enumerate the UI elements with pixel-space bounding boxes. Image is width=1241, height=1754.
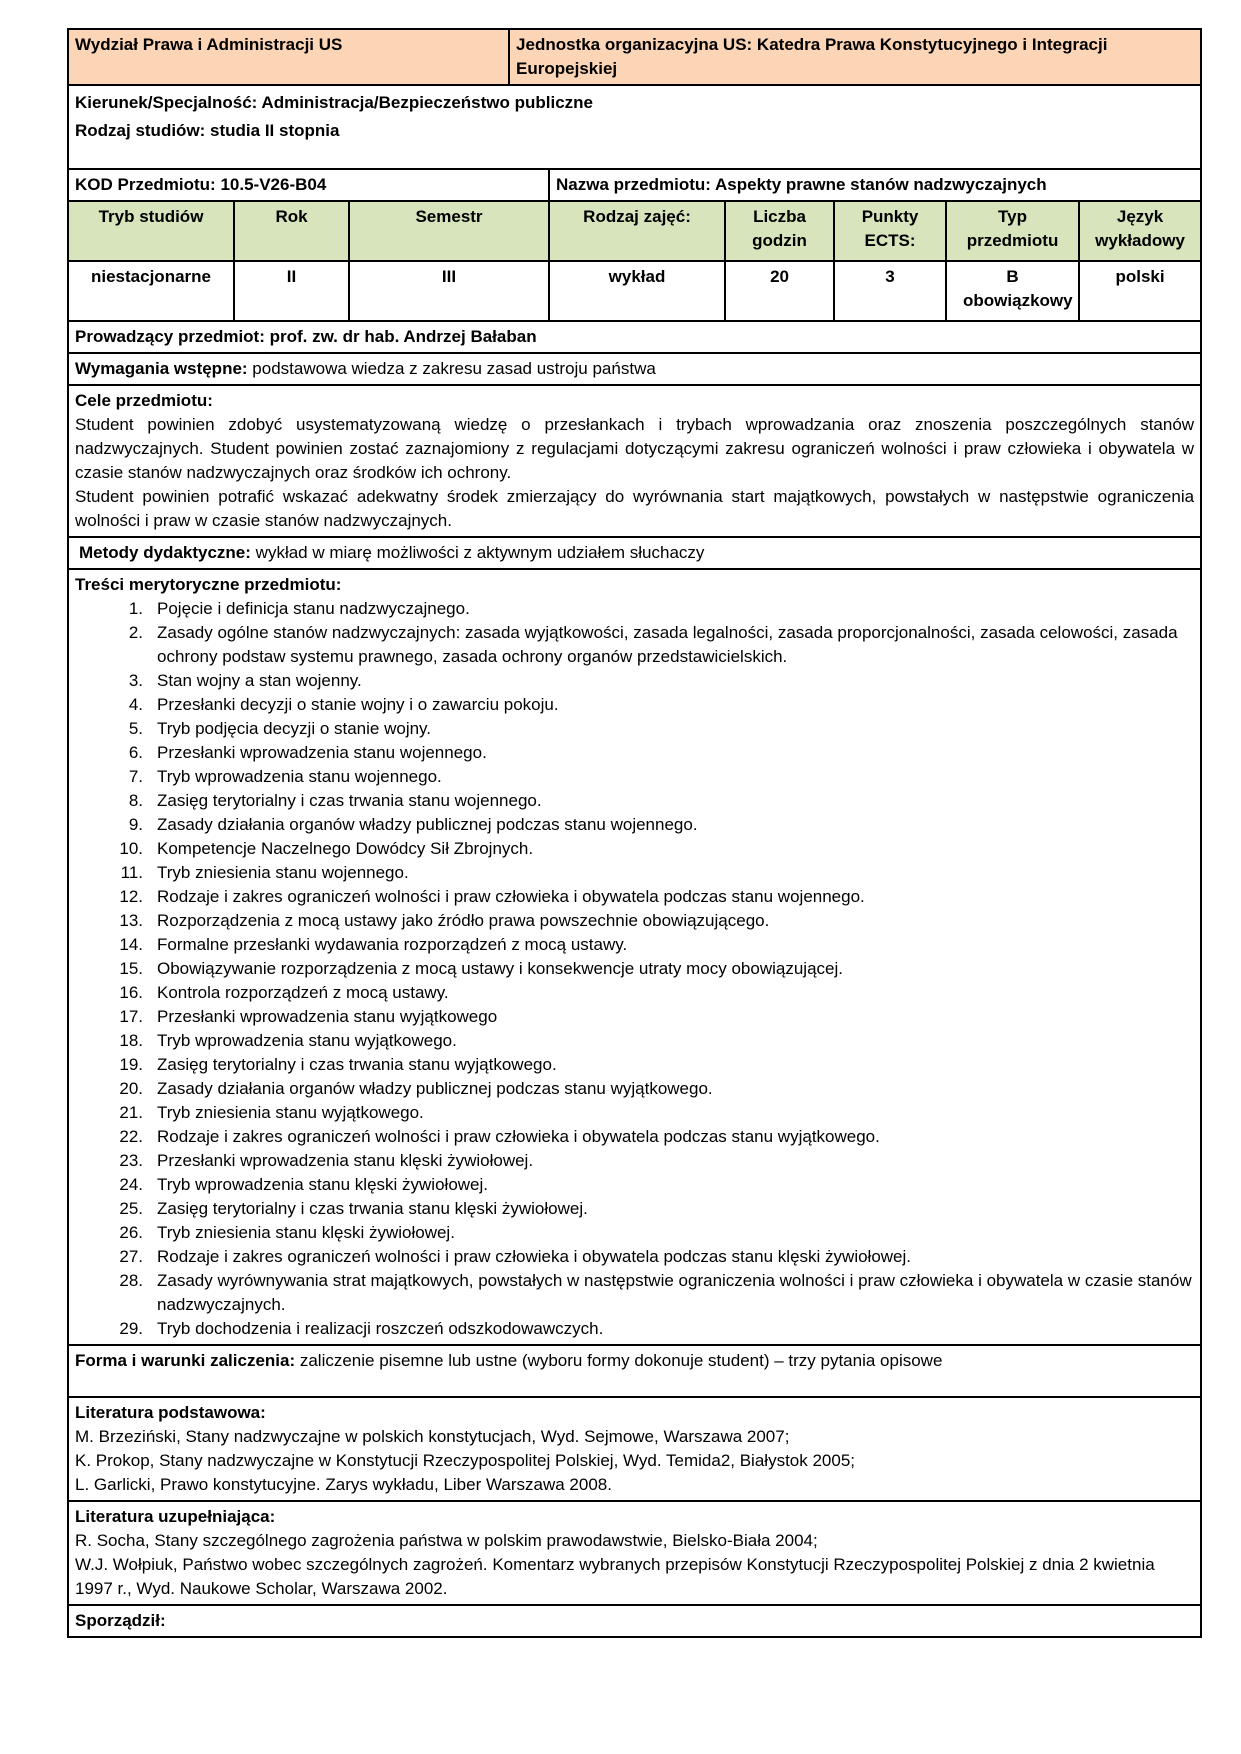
content-item-text: Tryb dochodzenia i realizacji roszczeń odszkodowawczych. [157, 1319, 604, 1338]
supplementary-literature-item: W.J. Wołpiuk, Państwo wobec szczególnych zagrożeń. Komentarz wybranych przepisów Konstytucji Rzeczypospolitej Polskiej z dnia 2 kwietnia 1997 r., Wyd. Naukowe Scholar, Warszawa 2002. [75, 1555, 1155, 1598]
content-item-number: 22. [119, 1127, 143, 1146]
requirements-text: podstawowa wiedza z zakresu zasad ustroju państwa [247, 359, 656, 378]
content-list-item [75, 717, 1194, 741]
content-item-text: Zasady ogólne stanów nadzwyczajnych: zasada wyjątkowości, zasada legalności, zasada proporcjonalności, zasada celowości, zasada ochrony podstaw systemu prawnego, zasada ochrony organów przedstawicielskich. [157, 623, 1178, 666]
content-item-text: Obowiązywanie rozporządzenia z mocą ustawy i konsekwencje utraty mocy obowiązującej. [157, 959, 843, 978]
content-item-number: 12. [119, 887, 143, 906]
content-list [75, 597, 1194, 1341]
faculty-name: Wydział Prawa i Administracji US [75, 35, 343, 54]
content-list-item [75, 1197, 1194, 1221]
header-liczba: Liczba godzin [725, 201, 834, 261]
content-item-text: Zasady działania organów władzy publicznej podczas stanu wojennego. [157, 815, 698, 834]
content-item-number: 7. [128, 767, 143, 786]
content-item-number: 27. [119, 1247, 143, 1266]
content-item-number: 1. [128, 599, 143, 618]
content-label: Treści merytoryczne przedmiotu: [75, 575, 342, 594]
unit-cell [509, 29, 1201, 85]
methods-text: wykład w miarę możliwości z aktywnym udziałem słuchaczy [250, 543, 705, 562]
content-item-text: Przesłanki wprowadzenia stanu wojennego. [157, 743, 487, 762]
content-item-text: Pojęcie i definicja stanu nadzwyczajnego. [157, 599, 470, 618]
content-list-item [75, 669, 1194, 693]
content-item-text: Rodzaje i zakres ograniczeń wolności i praw człowieka i obywatela podczas stanu wyjątkowego. [157, 1127, 880, 1146]
content-item-number: 4. [128, 695, 143, 714]
syllabus-document [67, 28, 1200, 1638]
content-item-text: Tryb podjęcia decyzji o stanie wojny. [157, 719, 432, 738]
content-item-text: Tryb zniesienia stanu wyjątkowego. [157, 1103, 424, 1122]
assessment-text: zaliczenie pisemne lub ustne (wyboru formy dokonuje student) – trzy pytania opisowe [295, 1351, 943, 1370]
course-name: Nazwa przedmiotu: Aspekty prawne stanów nadzwyczajnych [556, 175, 1047, 194]
content-list-item [75, 1029, 1194, 1053]
content-item-text: Kompetencje Naczelnego Dowódcy Sił Zbrojnych. [157, 839, 534, 858]
requirements-label: Wymagania wstępne: [75, 359, 248, 378]
content-list-item [75, 693, 1194, 717]
content-item-number: 23. [119, 1151, 143, 1170]
prepared-by-cell [68, 1605, 1201, 1637]
syllabus-table [67, 28, 1202, 1638]
content-list-item [75, 1149, 1194, 1173]
value-jezyk: polski [1079, 261, 1201, 321]
content-list-item [75, 741, 1194, 765]
content-item-number: 29. [119, 1319, 143, 1338]
content-item-text: Stan wojny a stan wojenny. [157, 671, 362, 690]
assessment-label: Forma i warunki zaliczenia: [75, 1351, 296, 1370]
content-item-text: Tryb wprowadzenia stanu wojennego. [157, 767, 442, 786]
content-item-text: Rodzaje i zakres ograniczeń wolności i praw człowieka i obywatela podczas stanu wojennego. [157, 887, 865, 906]
content-item-number: 2. [128, 623, 143, 642]
content-item-text: Tryb zniesienia stanu klęski żywiołowej. [157, 1223, 455, 1242]
content-item-number: 20. [119, 1079, 143, 1098]
content-item-number: 13. [119, 911, 143, 930]
header-rodzaj: Rodzaj zajęć: [549, 201, 725, 261]
content-list-item [75, 765, 1194, 789]
assessment-cell [68, 1345, 1201, 1397]
content-list-item [75, 1221, 1194, 1245]
content-item-text: Zasięg terytorialny i czas trwania stanu klęski żywiołowej. [157, 1199, 588, 1218]
header-rok: Rok [234, 201, 349, 261]
content-list-item [75, 1173, 1194, 1197]
content-item-number: 14. [119, 935, 143, 954]
content-item-number: 21. [119, 1103, 143, 1122]
value-semestr: III [349, 261, 549, 321]
instructor: Prowadzący przedmiot: prof. zw. dr hab. Andrzej Bałaban [75, 327, 537, 346]
content-list-item [75, 1125, 1194, 1149]
content-item-number: 17. [119, 1007, 143, 1026]
basic-literature-cell [68, 1397, 1201, 1501]
content-item-number: 24. [119, 1175, 143, 1194]
methods-label: Metody dydaktyczne: [79, 543, 251, 562]
basic-literature-label: Literatura podstawowa: [75, 1403, 266, 1422]
program-kierunek: Kierunek/Specjalność: Administracja/Bezpieczeństwo publiczne [75, 93, 594, 112]
objectives-cell [68, 385, 1201, 537]
value-rodzaj: wykład [549, 261, 725, 321]
content-item-text: Przesłanki wprowadzenia stanu klęski żywiołowej. [157, 1151, 534, 1170]
content-item-number: 28. [119, 1271, 143, 1290]
content-item-text: Zasięg terytorialny i czas trwania stanu wojennego. [157, 791, 542, 810]
content-item-text: Przesłanki decyzji o stanie wojny i o zawarciu pokoju. [157, 695, 559, 714]
value-rok: II [234, 261, 349, 321]
basic-literature-item: M. Brzeziński, Stany nadzwyczajne w polskich konstytucjach, Wyd. Sejmowe, Warszawa 2007; [75, 1427, 790, 1446]
content-item-text: Tryb zniesienia stanu wojennego. [157, 863, 409, 882]
program-rodzaj: Rodzaj studiów: studia II stopnia [75, 121, 340, 140]
course-code: KOD Przedmiotu: 10.5-V26-B04 [75, 175, 327, 194]
course-code-cell [68, 169, 549, 201]
content-list-item [75, 1101, 1194, 1125]
content-list-item [75, 861, 1194, 885]
content-list-item [75, 957, 1194, 981]
basic-literature-item: L. Garlicki, Prawo konstytucyjne. Zarys wykładu, Liber Warszawa 2008. [75, 1475, 612, 1494]
content-item-text: Zasady wyrównywania strat majątkowych, powstałych w następstwie ograniczenia wolności i praw człowieka i obywatela w czasie stanów nadzwyczajnych. [157, 1271, 1192, 1314]
content-item-number: 9. [128, 815, 143, 834]
content-item-number: 26. [119, 1223, 143, 1242]
program-cell [68, 85, 1201, 169]
content-item-text: Tryb wprowadzenia stanu klęski żywiołowej. [157, 1175, 489, 1194]
supplementary-literature-cell [68, 1501, 1201, 1605]
unit-name: Jednostka organizacyjna US: Katedra Prawa Konstytucyjnego i Integracji Europejskiej [516, 35, 1108, 78]
header-punkty: Punkty ECTS: [834, 201, 946, 261]
basic-literature-item: K. Prokop, Stany nadzwyczajne w Konstytucji Rzeczypospolitej Polskiej, Wyd. Temida2, Białystok 2005; [75, 1451, 856, 1470]
content-list-item [75, 933, 1194, 957]
content-item-text: Zasady działania organów władzy publicznej podczas stanu wyjątkowego. [157, 1079, 713, 1098]
content-list-item [75, 1317, 1194, 1341]
content-item-number: 25. [119, 1199, 143, 1218]
header-tryb: Tryb studiów [68, 201, 234, 261]
content-item-text: Przesłanki wprowadzenia stanu wyjątkowego [157, 1007, 498, 1026]
content-item-number: 19. [119, 1055, 143, 1074]
content-item-text: Rodzaje i zakres ograniczeń wolności i praw człowieka i obywatela podczas stanu klęski żywiołowej. [157, 1247, 912, 1266]
course-name-cell [549, 169, 1201, 201]
prepared-by-label: Sporządził: [75, 1611, 166, 1630]
content-item-number: 8. [128, 791, 143, 810]
content-item-text: Zasięg terytorialny i czas trwania stanu wyjątkowego. [157, 1055, 557, 1074]
instructor-cell [68, 321, 1201, 353]
content-list-item [75, 813, 1194, 837]
content-item-text: Rozporządzenia z mocą ustawy jako źródło prawa powszechnie obowiązującego. [157, 911, 770, 930]
content-list-item [75, 885, 1194, 909]
faculty-cell [68, 29, 509, 85]
content-list-item [75, 621, 1194, 669]
objectives-paragraph-1: Student powinien zdobyć usystematyzowaną wiedzę o przesłankach i trybach wprowadzania oraz znoszenia poszczególnych stanów nadzwyczajnych. Student powinien zostać zaznajomiony z regulacjami dotyczącymi zakresu ograniczeń wolności i praw człowieka i obywatela w czasie stanów nadzwyczajnych oraz środków ich ochrony. [75, 415, 1195, 482]
requirements-cell [68, 353, 1201, 385]
content-item-number: 10. [119, 839, 143, 858]
content-list-item [75, 597, 1194, 621]
header-semestr: Semestr [349, 201, 549, 261]
content-item-number: 18. [119, 1031, 143, 1050]
value-typ: B obowiązkowy [946, 261, 1079, 321]
content-list-item [75, 909, 1194, 933]
objectives-label: Cele przedmiotu: [75, 391, 213, 410]
value-tryb: niestacjonarne [68, 261, 234, 321]
methods-cell [68, 537, 1201, 569]
content-item-text: Tryb wprowadzenia stanu wyjątkowego. [157, 1031, 457, 1050]
value-liczba: 20 [725, 261, 834, 321]
header-jezyk: Język wykładowy [1079, 201, 1201, 261]
content-item-number: 15. [119, 959, 143, 978]
content-item-text: Formalne przesłanki wydawania rozporządzeń z mocą ustawy. [157, 935, 628, 954]
content-item-number: 6. [128, 743, 143, 762]
objectives-paragraph-2: Student powinien potrafić wskazać adekwatny środek zmierzający do wyrównania start majątkowych, powstałych w następstwie ograniczenia wolności i praw w czasie stanów nadzwyczajnych. [75, 487, 1195, 530]
content-cell [68, 569, 1201, 1345]
content-list-item [75, 1005, 1194, 1029]
content-list-item [75, 1053, 1194, 1077]
content-item-number: 16. [119, 983, 143, 1002]
content-item-number: 5. [128, 719, 143, 738]
content-list-item [75, 837, 1194, 861]
value-punkty: 3 [834, 261, 946, 321]
content-item-number: 3. [128, 671, 143, 690]
content-list-item [75, 789, 1194, 813]
content-list-item [75, 1245, 1194, 1269]
supplementary-literature-item: R. Socha, Stany szczególnego zagrożenia państwa w polskim prawodawstwie, Bielsko-Biała 2004; [75, 1531, 818, 1550]
content-list-item [75, 1077, 1194, 1101]
content-list-item [75, 1269, 1194, 1317]
header-typ: Typ przedmiotu [946, 201, 1079, 261]
content-item-text: Kontrola rozporządzeń z mocą ustawy. [157, 983, 449, 1002]
content-list-item [75, 981, 1194, 1005]
supplementary-literature-label: Literatura uzupełniająca: [75, 1507, 276, 1526]
content-item-number: 11. [120, 863, 143, 882]
